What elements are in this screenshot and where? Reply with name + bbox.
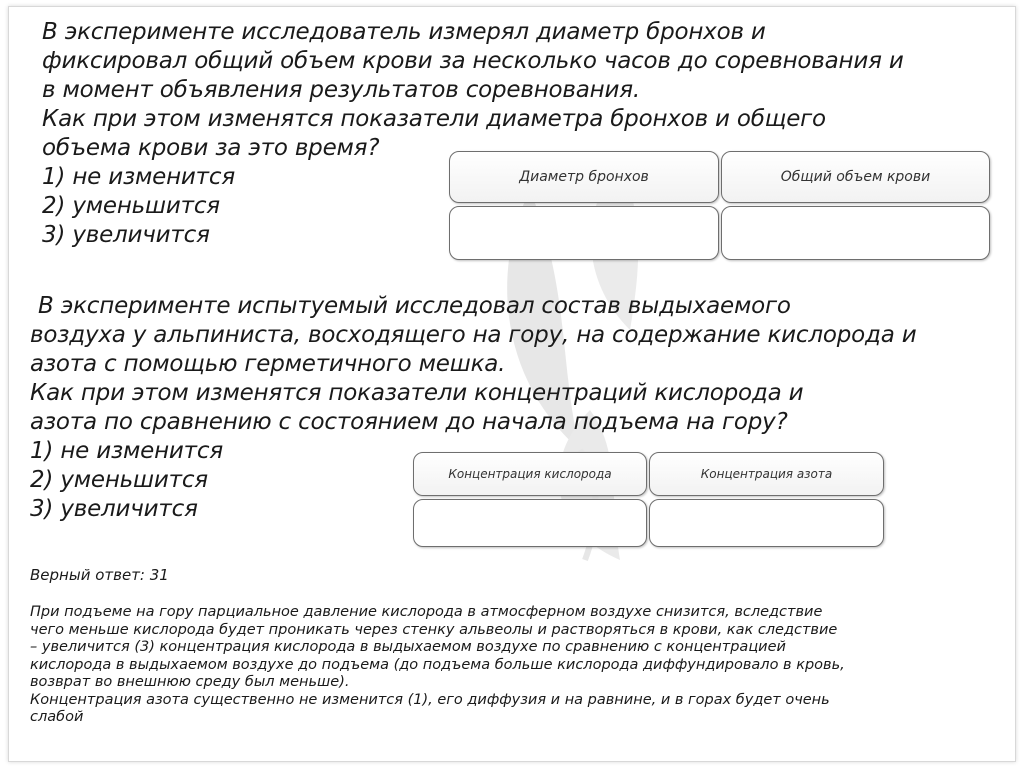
task1-line: в момент объявления результатов соревнования. — [42, 77, 641, 103]
explanation-line: чего меньше кислорода будет проникать через стенку альвеолы и растворяться в крови, как следствие — [30, 621, 838, 638]
answer-explanation — [30, 604, 845, 727]
task2-line: Как при этом изменятся показатели концентраций кислорода и — [30, 380, 804, 406]
task2-line: азота с помощью герметичного мешка. — [30, 351, 506, 377]
task1-line: В эксперименте исследователь измерял диаметр бронхов и — [42, 19, 766, 45]
task1-option: 3) увеличится — [42, 222, 210, 248]
task2-option: 3) увеличится — [30, 496, 198, 522]
task2-line: азота по сравнению с состоянием до начала подъема на гору? — [30, 409, 788, 435]
task2-answer-cell-oxygen[interactable] — [413, 499, 647, 547]
task2-answer-cell-nitrogen[interactable] — [649, 499, 884, 547]
task2-option: 2) уменьшится — [30, 467, 208, 493]
task2-line: воздуха у альпиниста, восходящего на гору, на содержание кислорода и — [30, 322, 917, 348]
task1-option: 1) не изменится — [42, 164, 235, 190]
task1-line: фиксировал общий объем крови за несколько часов до соревнования и — [42, 48, 904, 74]
explanation-line: – увеличится (3) концентрация кислорода в выдыхаемом воздухе по сравнению с концентрацией — [30, 639, 786, 655]
task1-answer-cell-blood[interactable] — [721, 206, 990, 260]
task1-line: Как при этом изменятся показатели диаметра бронхов и общего — [42, 106, 826, 132]
task2-option: 1) не изменится — [30, 438, 223, 464]
task1-answer-cell-bronchi[interactable] — [449, 206, 719, 260]
explanation-line: возврат во внешнюю среду был меньше). — [30, 674, 350, 690]
task1-line: объема крови за это время? — [42, 135, 380, 161]
explanation-line: кислорода в выдыхаемом воздухе до подъема (до подъема больше кислорода диффундировало в кровь, — [30, 656, 845, 673]
task1-header-blood: Общий объем крови — [721, 151, 990, 203]
task1-header-bronchi: Диаметр бронхов — [449, 151, 719, 203]
task1-option: 2) уменьшится — [42, 193, 220, 219]
explanation-line: слабой — [30, 709, 84, 725]
task2-header-nitrogen: Концентрация азота — [649, 452, 884, 496]
explanation-line: Концентрация азота существенно не изменится (1), его диффузия и на равнине, и в горах будет очень — [30, 691, 830, 708]
task2-line: В эксперименте испытуемый исследовал состав выдыхаемого — [38, 293, 791, 319]
correct-answer: Верный ответ: 31 — [30, 566, 169, 584]
task2-header-oxygen: Концентрация кислорода — [413, 452, 647, 496]
explanation-line: При подъеме на гору парциальное давление кислорода в атмосферном воздухе снизится, вследствие — [30, 604, 823, 620]
